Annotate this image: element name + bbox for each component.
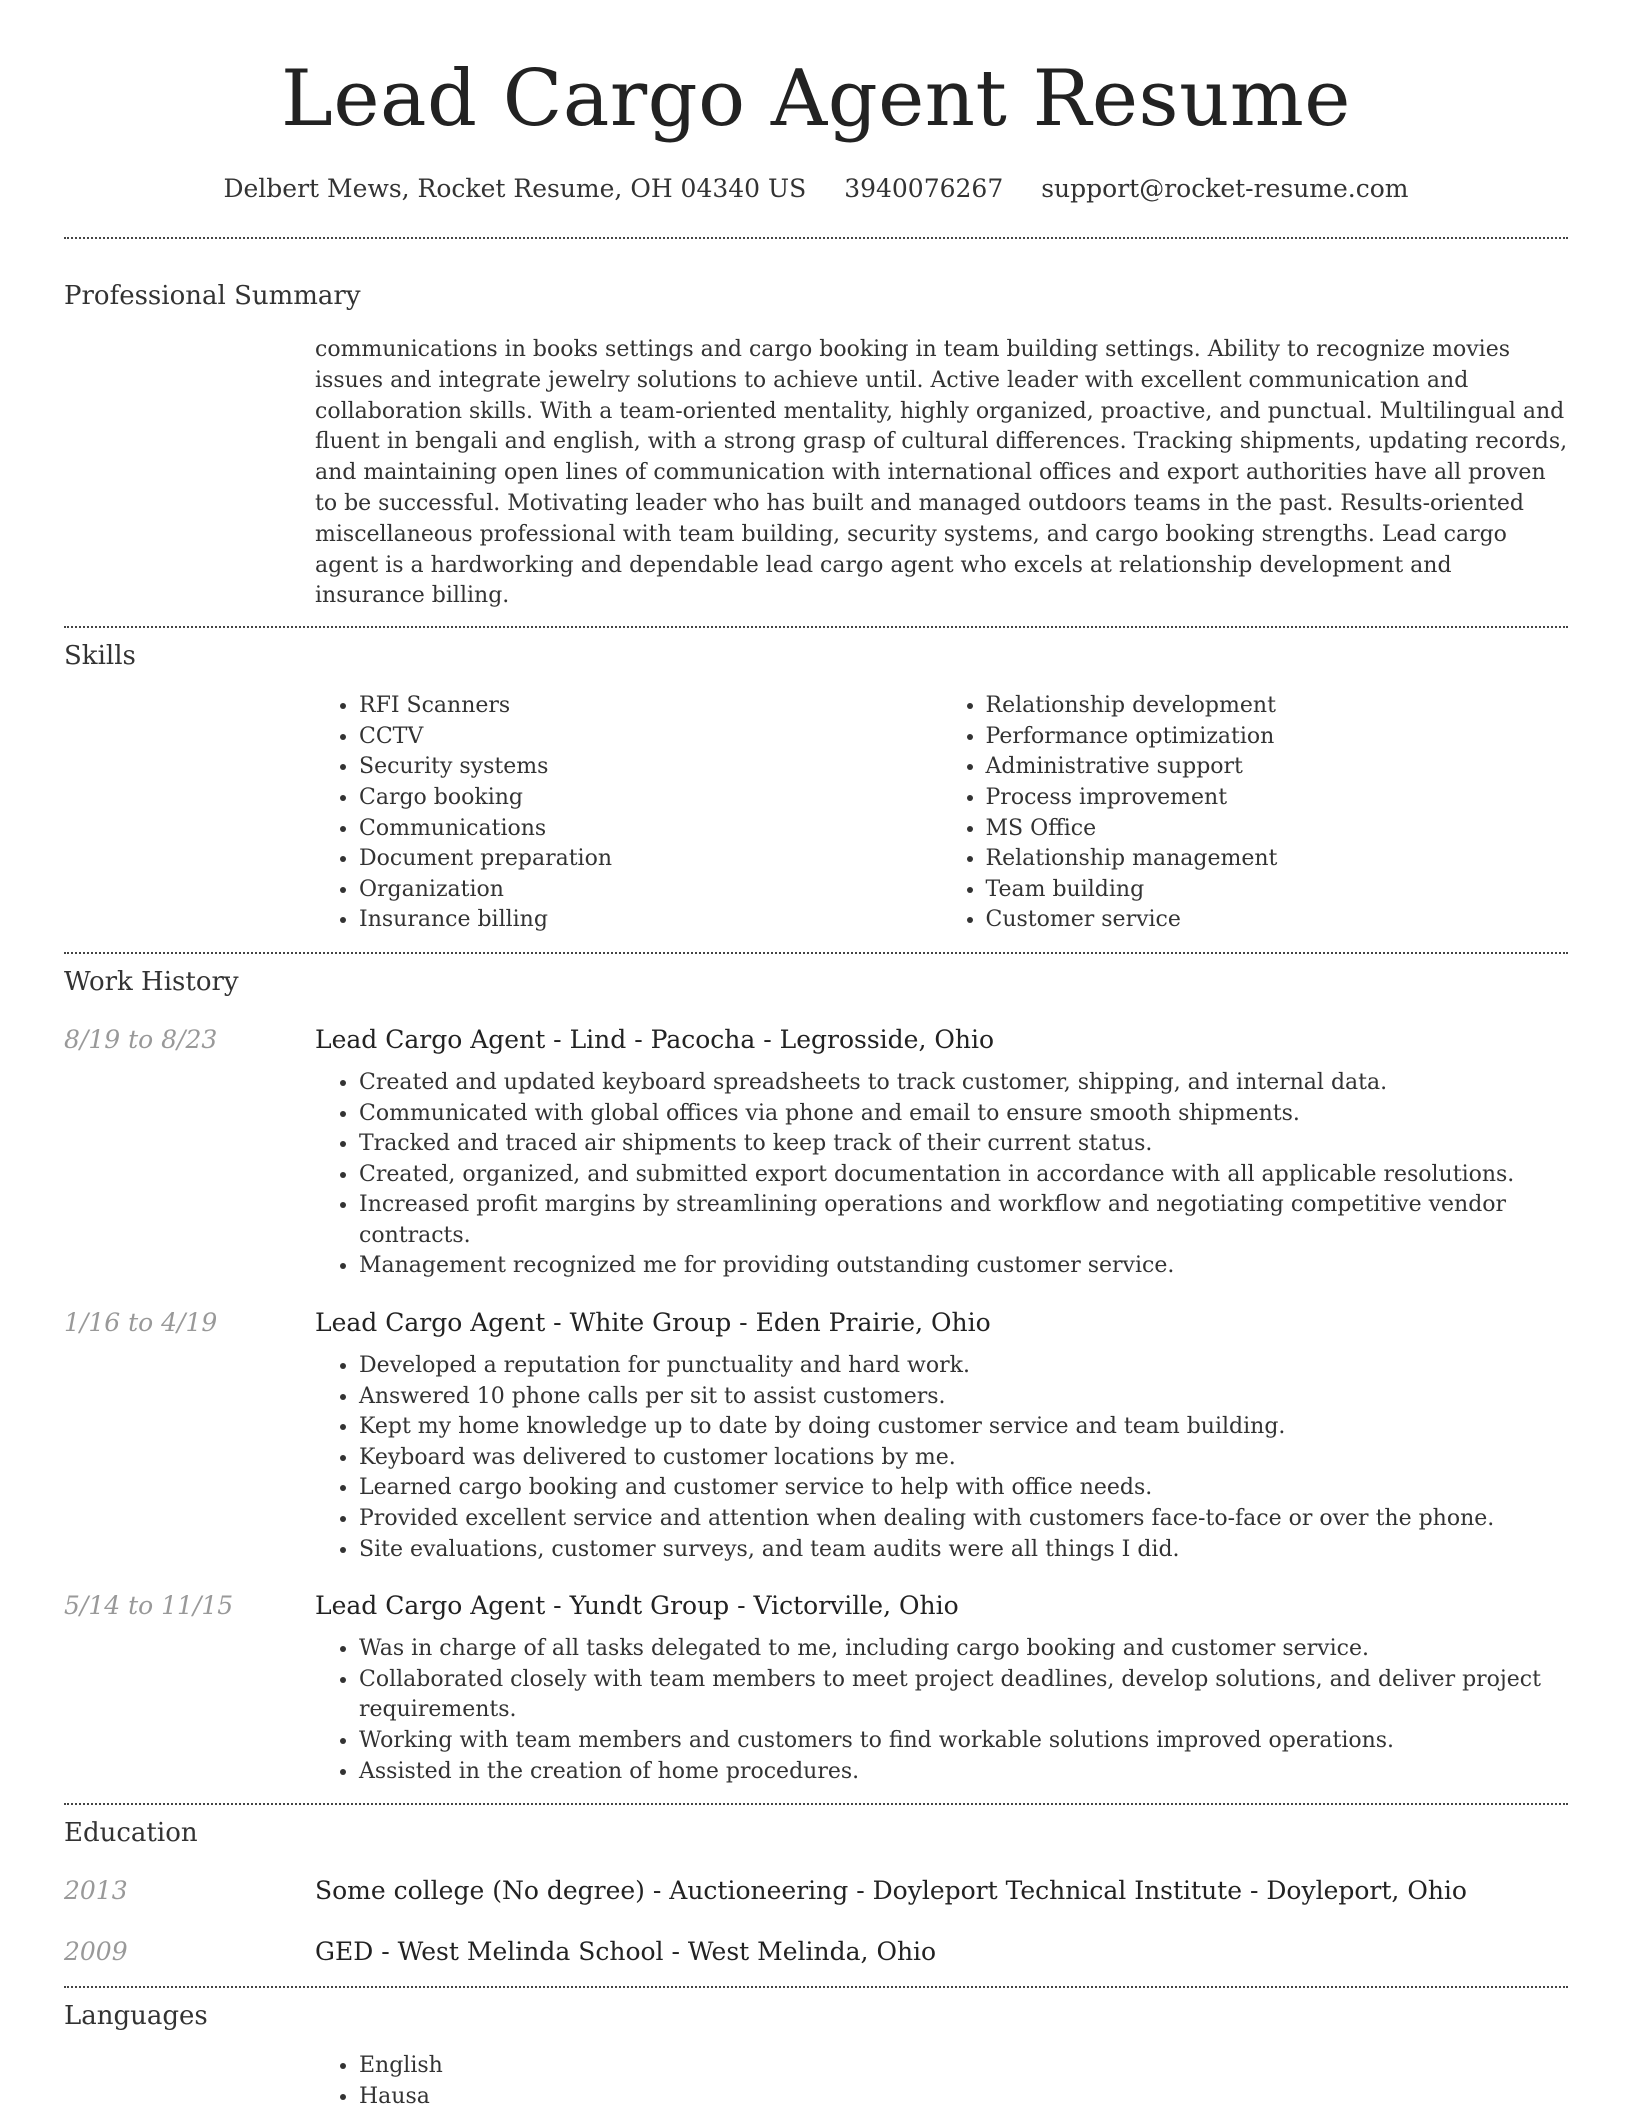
job-header	[64, 1308, 1568, 1337]
education-year: 2009	[64, 1937, 128, 1967]
summary-text: communications in books settings and cargo booking in team building settings. Ability to recognize movies issues and integrate jewelry solutions to achieve until. Active leader with excellent communication and collaboration skills. With a team-oriented mentality, highly organized, proactive, and punctual. Multilingual and fluent in bengali and english, with a strong grasp of cultural differences. Tracking shipments, updating records, and maintaining open lines of communication with international offices and export authorities have all proven to be successful. Motivating leader who has built and managed outdoors teams in the past. Results-oriented miscellaneous professional with team building, security systems, and cargo booking strengths. Lead cargo agent is a hardworking and dependable lead cargo agent who excels at relationship development and insurance billing.	[315, 337, 1568, 609]
skill-item: • Insurance billing	[359, 905, 942, 936]
job-bullet: • Working with team members and customers to find workable solutions improved operations.	[359, 1726, 1568, 1757]
job-header	[64, 1025, 1568, 1054]
language-item: • English	[359, 2051, 1568, 2082]
job-entry	[64, 1308, 1568, 1565]
skill-item: • Customer service	[986, 905, 1569, 936]
section-divider	[64, 1803, 1568, 1805]
skill-item: • CCTV	[359, 722, 942, 753]
language-item: • Hausa	[359, 2082, 1568, 2112]
skill-item: • Process improvement	[986, 783, 1569, 814]
skills-list	[315, 691, 1568, 936]
skill-item: • RFI Scanners	[359, 691, 942, 722]
skills-heading: Skills	[64, 641, 136, 672]
skills-column-left	[315, 691, 942, 936]
skill-item: • Security systems	[359, 752, 942, 783]
job-dates: 8/19 to 8/23	[64, 1024, 218, 1054]
contact-email: support@rocket-resume.com	[1041, 174, 1409, 203]
education-heading: Education	[64, 1818, 198, 1849]
summary-heading: Professional Summary	[64, 281, 361, 311]
job-bullet: • Created, organized, and submitted export documentation in accordance with all applicable resolutions.	[359, 1160, 1568, 1191]
education-year: 2013	[64, 1876, 128, 1906]
languages-heading: Languages	[64, 2001, 208, 2032]
skills-column-right	[942, 691, 1569, 936]
job-bullet: • Management recognized me for providing outstanding customer service.	[359, 1251, 1568, 1282]
job-header	[64, 1591, 1568, 1620]
job-bullet: • Created and updated keyboard spreadsheets to track customer, shipping, and internal data.	[359, 1068, 1568, 1099]
job-dates: 5/14 to 11/15	[64, 1591, 234, 1621]
job-bullet: • Developed a reputation for punctuality and hard work.	[359, 1351, 1568, 1382]
skill-item: • MS Office	[986, 814, 1569, 845]
job-bullets	[315, 1351, 1568, 1565]
skill-item: • Performance optimization	[986, 722, 1569, 753]
skill-item: • Cargo booking	[359, 783, 942, 814]
job-bullet: • Communicated with global offices via phone and email to ensure smooth shipments.	[359, 1099, 1568, 1130]
education-entry	[64, 1937, 1568, 1966]
job-bullets	[315, 1068, 1568, 1282]
education-text: GED - West Melinda School - West Melinda, Ohio	[315, 1937, 937, 1967]
section-divider	[64, 1986, 1568, 1988]
section-divider	[64, 626, 1568, 628]
skill-item: • Administrative support	[986, 752, 1569, 783]
job-bullet: • Learned cargo booking and customer service to help with office needs.	[359, 1473, 1568, 1504]
section-divider	[64, 237, 1568, 239]
job-bullet: • Assisted in the creation of home procedures.	[359, 1757, 1568, 1788]
job-bullet: • Was in charge of all tasks delegated to me, including cargo booking and customer service.	[359, 1634, 1568, 1665]
job-bullet: • Answered 10 phone calls per sit to assist customers.	[359, 1382, 1568, 1413]
skill-item: • Document preparation	[359, 844, 942, 875]
job-dates: 1/16 to 4/19	[64, 1308, 218, 1338]
job-bullet: • Provided excellent service and attention when dealing with customers face-to-face or over the phone.	[359, 1504, 1568, 1535]
contact-address: Delbert Mews, Rocket Resume, OH 04340 US	[223, 174, 807, 203]
languages-list	[315, 2051, 1568, 2112]
job-bullet: • Tracked and traced air shipments to keep track of their current status.	[359, 1129, 1568, 1160]
skill-item: • Team building	[986, 875, 1569, 906]
skill-item: • Communications	[359, 814, 942, 845]
job-bullet: • Increased profit margins by streamlining operations and workflow and negotiating competitive vendor contracts.	[359, 1190, 1568, 1251]
work-heading: Work History	[64, 966, 239, 997]
skill-item: • Relationship development	[986, 691, 1569, 722]
contact-line	[64, 174, 1568, 203]
job-title: Lead Cargo Agent - Yundt Group - Victorville, Ohio	[315, 1591, 959, 1621]
skill-item: • Relationship management	[986, 844, 1569, 875]
languages-bullets	[315, 2051, 1568, 2112]
skill-item: • Organization	[359, 875, 942, 906]
job-entry	[64, 1591, 1568, 1787]
job-entry	[64, 1025, 1568, 1282]
contact-phone: 3940076267	[844, 174, 1004, 203]
education-text: Some college (No degree) - Auctioneering - Doyleport Technical Institute - Doyleport, Ohio	[315, 1876, 1467, 1906]
job-bullet: • Site evaluations, customer surveys, and team audits were all things I did.	[359, 1535, 1568, 1566]
section-divider	[64, 952, 1568, 954]
job-bullet: • Collaborated closely with team members to meet project deadlines, develop solutions, and deliver project requirements.	[359, 1665, 1568, 1726]
job-bullet: • Kept my home knowledge up to date by doing customer service and team building.	[359, 1412, 1568, 1443]
job-title: Lead Cargo Agent - Lind - Pacocha - Legrosside, Ohio	[315, 1024, 995, 1054]
job-bullets	[315, 1634, 1568, 1787]
education-entry	[64, 1876, 1568, 1905]
job-bullet: • Keyboard was delivered to customer locations by me.	[359, 1443, 1568, 1474]
resume-title: Lead Cargo Agent Resume	[281, 54, 1351, 144]
job-title: Lead Cargo Agent - White Group - Eden Prairie, Ohio	[315, 1308, 991, 1338]
